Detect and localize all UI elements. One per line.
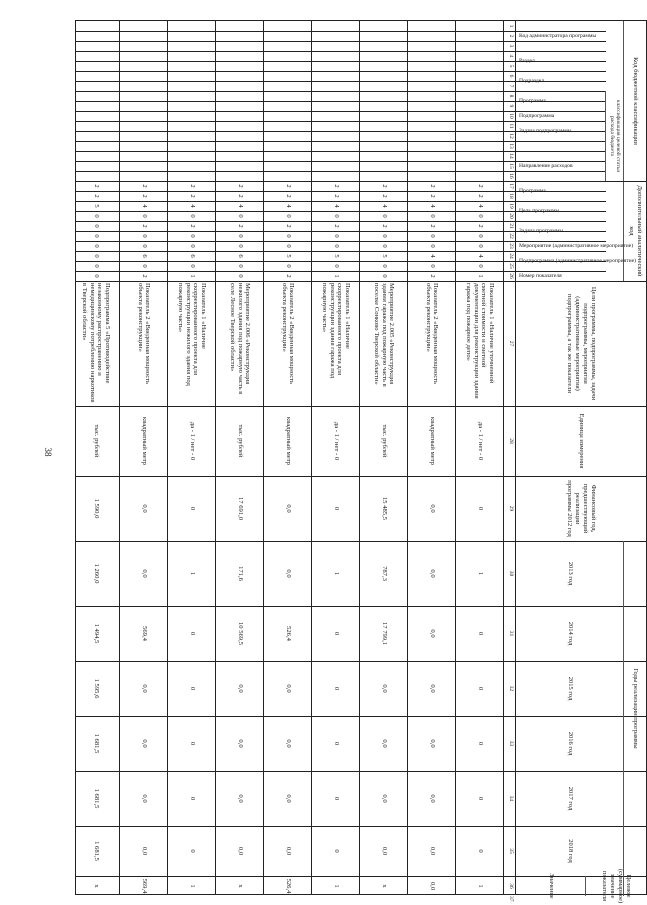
row-total-value: х bbox=[236, 884, 244, 888]
code-cell: 0 bbox=[332, 234, 340, 238]
column-number: 31 bbox=[508, 630, 514, 637]
row-total-value: х bbox=[92, 884, 100, 888]
row-unit: квадратный метр bbox=[428, 417, 436, 465]
row-name: Показатель 2 «Введенная мощность объекта реконструкции» bbox=[281, 283, 296, 385]
column-number: 2 bbox=[508, 34, 514, 38]
row-total-value: 0,0 bbox=[428, 881, 436, 891]
header-year-5: 2017 год bbox=[567, 786, 574, 811]
row-total-value: 526,4 bbox=[284, 878, 292, 894]
row-prev-year-value: 15 485,5 bbox=[380, 496, 388, 521]
column-divider bbox=[76, 121, 606, 122]
header-a-indicator: Номер показателя bbox=[519, 273, 562, 279]
code-cell: 1 bbox=[476, 274, 484, 278]
header-direction: Направление расходов bbox=[519, 163, 573, 169]
code-cell: 2 bbox=[380, 194, 388, 198]
row-year-value: 0,0 bbox=[284, 794, 292, 803]
row-year-value: 0 bbox=[332, 686, 340, 691]
row-year-value: 0 bbox=[476, 796, 484, 801]
row-year-value: 0 bbox=[332, 796, 340, 801]
header-divider bbox=[605, 91, 606, 181]
row-year-value: 0,0 bbox=[284, 846, 292, 856]
code-cell: 5 bbox=[284, 254, 292, 258]
column-number: 35 bbox=[508, 848, 514, 854]
header-section: Раздел bbox=[519, 58, 535, 64]
code-cell: 2 bbox=[236, 194, 244, 198]
row-name: Показатель 1 «Наличие скорректированного проекта для реконструкции здания гаража под пожарную часть» bbox=[321, 283, 351, 379]
row-year-value: 0,0 bbox=[380, 739, 388, 748]
row-prev-year-value: 0,0 bbox=[428, 504, 436, 513]
row-year-value: 0,0 bbox=[428, 794, 436, 803]
column-number: 34 bbox=[508, 795, 514, 802]
code-cell: 2 bbox=[236, 184, 244, 188]
column-number: 11 bbox=[508, 123, 514, 129]
column-number: 36 bbox=[508, 883, 514, 889]
code-cell: 0 bbox=[284, 214, 292, 218]
code-cell: 0 bbox=[428, 264, 436, 268]
code-cell: 4 bbox=[284, 204, 292, 208]
row-total-value: 569,4 bbox=[140, 878, 148, 894]
column-number: 5 bbox=[508, 64, 514, 68]
column-divider bbox=[76, 31, 606, 32]
code-cell: 0 bbox=[284, 264, 292, 268]
code-cell: 0 bbox=[236, 234, 244, 238]
row-year-value: 0,0 bbox=[380, 794, 388, 803]
row-year-value: 0 bbox=[476, 741, 484, 746]
row-year-value: 1 681,5 bbox=[92, 841, 100, 861]
code-cell: 0 bbox=[140, 244, 148, 248]
header-year-6: 2018 год bbox=[567, 839, 574, 863]
row-name: Показатель 2 «Введенная мощность объекта реконструкции» bbox=[137, 283, 152, 385]
code-cell: 0 bbox=[332, 244, 340, 248]
header-admin-code: Код администратора программы bbox=[519, 33, 597, 39]
row-year-value: 0,0 bbox=[428, 684, 436, 693]
column-number: 37 bbox=[508, 896, 514, 902]
row-unit: квадратный метр bbox=[284, 417, 292, 465]
column-number: 17 bbox=[508, 183, 514, 189]
row-name: Подпрограмма 5 «Противодействие незаконному распространению и немедицинскому потреблению наркотиков в Тверской области» bbox=[81, 283, 111, 403]
row-year-value: 0,0 bbox=[284, 569, 292, 578]
row-year-value: 1 bbox=[188, 571, 196, 576]
column-number: 6 bbox=[508, 74, 514, 78]
row-year-value: 1 681,5 bbox=[92, 733, 100, 754]
row-year-value: 1 681,5 bbox=[92, 788, 100, 809]
column-number: 29 bbox=[508, 505, 514, 512]
row-year-value: 0,0 bbox=[428, 846, 436, 856]
column-number: 30 bbox=[508, 570, 514, 577]
header-extra-code: Дополнительный аналитический код bbox=[628, 185, 643, 277]
code-cell: 0 bbox=[380, 234, 388, 238]
row-total-value: 1 bbox=[332, 884, 340, 888]
code-cell: 0 bbox=[236, 214, 244, 218]
header-prev-year: Финансовый год, предшествующий реализации программы 2012 год bbox=[566, 480, 597, 537]
code-cell: 4 bbox=[332, 204, 340, 208]
column-number: 24 bbox=[508, 253, 514, 259]
row-year-value: 0,0 bbox=[284, 684, 292, 693]
column-number: 28 bbox=[508, 438, 514, 444]
code-cell: 0 bbox=[380, 274, 388, 278]
code-cell: 4 bbox=[476, 204, 484, 208]
code-cell: 2 bbox=[332, 194, 340, 198]
code-cell: 0 bbox=[380, 264, 388, 268]
row-name: Мероприятие 2.005 «Реконструкция здания гаража под пожарную часть в поселке Сонково Тверской области» bbox=[373, 283, 396, 387]
row-prev-year-value: 17 691,0 bbox=[236, 496, 244, 521]
program-indicators-table bbox=[75, 20, 647, 904]
code-cell: 0 bbox=[92, 244, 100, 248]
column-number: 12 bbox=[508, 133, 514, 139]
column-number: 1 bbox=[508, 24, 514, 28]
code-cell: 4 bbox=[476, 254, 484, 258]
row-year-value: 171,6 bbox=[236, 566, 244, 581]
column-number: 14 bbox=[508, 153, 514, 159]
code-cell: 4 bbox=[428, 254, 436, 258]
header-task: Задача подпрограммы bbox=[519, 128, 572, 134]
code-cell: 0 bbox=[476, 214, 484, 218]
code-cell: 6 bbox=[140, 254, 148, 258]
code-cell: 4 bbox=[236, 204, 244, 208]
code-cell: 2 bbox=[140, 274, 148, 278]
row-year-value: 0 bbox=[188, 796, 196, 801]
code-cell: 2 bbox=[428, 274, 436, 278]
code-cell: 0 bbox=[428, 234, 436, 238]
column-number: 9 bbox=[508, 104, 514, 108]
column-divider bbox=[76, 51, 606, 52]
column-number: 20 bbox=[508, 213, 514, 219]
row-unit: да - 1 / нет - 0 bbox=[188, 421, 196, 461]
row-year-value: 0,0 bbox=[380, 684, 388, 693]
column-divider bbox=[76, 111, 606, 112]
header-subprogram: Подпрограмма bbox=[519, 113, 555, 119]
row-year-value: 1 595,6 bbox=[92, 678, 100, 699]
code-cell: 2 bbox=[476, 224, 484, 228]
row-year-value: 10 569,5 bbox=[236, 621, 244, 646]
header-year-4: 2016 год bbox=[567, 731, 574, 756]
code-cell: 0 bbox=[92, 234, 100, 238]
code-cell: 2 bbox=[92, 194, 100, 198]
row-year-value: 1 bbox=[332, 571, 340, 576]
column-number: 8 bbox=[508, 94, 514, 98]
code-cell: 0 bbox=[380, 214, 388, 218]
code-cell: 2 bbox=[428, 184, 436, 188]
column-divider bbox=[76, 171, 606, 172]
row-unit: квадратный метр bbox=[140, 417, 148, 465]
column-divider bbox=[76, 161, 606, 162]
code-cell: 2 bbox=[284, 274, 292, 278]
code-cell: 0 bbox=[332, 264, 340, 268]
column-number: 27 bbox=[508, 340, 514, 347]
code-cell: 0 bbox=[428, 244, 436, 248]
row-year-value: 0,0 bbox=[428, 629, 436, 638]
code-cell: 0 bbox=[92, 224, 100, 228]
row-year-value: 569,4 bbox=[140, 626, 148, 641]
row-year-value: 0 bbox=[332, 849, 340, 853]
column-number: 23 bbox=[508, 243, 514, 249]
column-number: 15 bbox=[508, 163, 514, 169]
code-cell: 2 bbox=[284, 224, 292, 228]
row-year-value: 0,0 bbox=[140, 846, 148, 856]
code-cell: 0 bbox=[476, 234, 484, 238]
code-cell: 1 bbox=[188, 274, 196, 278]
row-unit: тыс. рублей bbox=[92, 424, 100, 458]
code-cell: 0 bbox=[380, 244, 388, 248]
row-prev-year-value: 0,0 bbox=[140, 504, 148, 513]
code-cell: 0 bbox=[92, 214, 100, 218]
header-a-subprogram: Подпрограмма (административное мероприятие) bbox=[519, 258, 637, 264]
code-cell: 2 bbox=[140, 224, 148, 228]
row-name: Показатель 1 «Наличие уточненной сметной стоимости и сметной документации для реконструкции здания гаража под пожарное депо» bbox=[465, 283, 495, 399]
column-divider bbox=[76, 71, 606, 72]
column-divider bbox=[76, 41, 606, 42]
row-year-value: 526,4 bbox=[284, 626, 292, 641]
code-cell: 2 bbox=[284, 184, 292, 188]
code-cell: 2 bbox=[284, 194, 292, 198]
code-cell: 2 bbox=[236, 224, 244, 228]
row-year-value: 0,0 bbox=[428, 569, 436, 578]
column-number: 32 bbox=[508, 685, 514, 692]
column-number: 22 bbox=[508, 233, 514, 239]
row-year-value: 0,0 bbox=[140, 794, 148, 803]
code-cell: 0 bbox=[284, 244, 292, 248]
row-prev-year-value: 0 bbox=[476, 506, 484, 511]
column-number: 3 bbox=[508, 44, 514, 48]
header-year-1: 2013 год bbox=[567, 561, 574, 586]
row-year-value: 0 bbox=[476, 631, 484, 636]
column-divider bbox=[76, 151, 606, 152]
code-cell: 0 bbox=[236, 274, 244, 278]
code-cell: 0 bbox=[236, 244, 244, 248]
column-divider bbox=[76, 141, 606, 142]
header-value: Значение bbox=[548, 873, 555, 899]
column-number: 16 bbox=[508, 173, 514, 179]
row-year-value: 1 bbox=[476, 571, 484, 576]
code-cell: 0 bbox=[476, 264, 484, 268]
row-year-value: 17 799,1 bbox=[380, 621, 388, 646]
code-cell: 0 bbox=[332, 214, 340, 218]
code-cell: 0 bbox=[236, 264, 244, 268]
column-number: 19 bbox=[508, 203, 514, 209]
row-total-value: х bbox=[380, 884, 388, 888]
code-cell: 0 bbox=[188, 244, 196, 248]
header-program: Программа bbox=[519, 98, 546, 104]
code-cell: 1 bbox=[332, 274, 340, 278]
row-total-value: 1 bbox=[476, 884, 484, 888]
row-year-value: 0 bbox=[476, 849, 484, 853]
row-year-value: 0 bbox=[188, 741, 196, 746]
header-year-2: 2014 год bbox=[567, 621, 574, 646]
code-cell: 2 bbox=[140, 184, 148, 188]
code-cell: 2 bbox=[428, 194, 436, 198]
header-a-target: Цель программы bbox=[519, 208, 560, 214]
row-prev-year-value: 0,0 bbox=[284, 504, 292, 513]
code-cell: 0 bbox=[140, 214, 148, 218]
code-cell: 0 bbox=[476, 244, 484, 248]
column-number: 13 bbox=[508, 143, 514, 149]
row-year-value: 0,0 bbox=[140, 569, 148, 578]
column-number: 26 bbox=[508, 273, 514, 279]
row-year-value: 1 494,5 bbox=[92, 623, 100, 644]
column-divider bbox=[76, 91, 606, 92]
header-budget-classification: Код бюджетной классификации bbox=[632, 57, 639, 145]
code-cell: 0 bbox=[140, 264, 148, 268]
header-unit: Единица измерения bbox=[578, 413, 585, 469]
row-year-value: 0,0 bbox=[236, 794, 244, 803]
row-year-value: 0 bbox=[476, 686, 484, 691]
row-year-value: 0,0 bbox=[236, 739, 244, 748]
row-name: Показатель 1 «Наличие скорректированного проекта для реконструкции нежилого здания под пожарную часть» bbox=[177, 283, 207, 386]
code-cell: 0 bbox=[140, 234, 148, 238]
row-total-value: 1 bbox=[188, 884, 196, 888]
row-name: Мероприятие 2.006 «Реконструкция нежилого здания под пожарную часть в селе Лесное Тверской области» bbox=[229, 283, 252, 395]
row-year-value: 0 bbox=[332, 741, 340, 746]
code-cell: 2 bbox=[332, 184, 340, 188]
header-a-task: Задача программы bbox=[519, 228, 564, 234]
code-cell: 2 bbox=[380, 184, 388, 188]
column-number: 10 bbox=[508, 113, 514, 119]
code-cell: 2 bbox=[140, 194, 148, 198]
row-prev-year-value: 0 bbox=[188, 506, 196, 511]
row-unit: тыс. рублей bbox=[236, 424, 244, 458]
header-years-group: Годы реализации программы bbox=[632, 668, 639, 749]
row-year-value: 0,0 bbox=[140, 684, 148, 693]
code-cell: 5 bbox=[380, 254, 388, 258]
row-year-value: 0,0 bbox=[284, 739, 292, 748]
code-cell: 2 bbox=[92, 184, 100, 188]
row-unit: да - 1 / нет - 0 bbox=[476, 421, 484, 461]
row-year-value: 0 bbox=[188, 686, 196, 691]
code-cell: 0 bbox=[188, 264, 196, 268]
code-cell: 2 bbox=[332, 224, 340, 228]
row-unit: тыс. рублей bbox=[380, 424, 388, 458]
code-cell: 2 bbox=[380, 224, 388, 228]
code-cell: 2 bbox=[188, 194, 196, 198]
code-cell: 4 bbox=[140, 204, 148, 208]
row-year-value: 0,0 bbox=[236, 684, 244, 693]
row-year-value: 0,0 bbox=[428, 739, 436, 748]
code-cell: 2 bbox=[428, 224, 436, 228]
code-cell: 4 bbox=[380, 204, 388, 208]
code-cell: 5 bbox=[332, 254, 340, 258]
header-subsection: Подраздел bbox=[519, 78, 545, 84]
code-cell: 2 bbox=[188, 224, 196, 228]
code-cell: 2 bbox=[476, 184, 484, 188]
header-target-article: классификация целевой статьи расхода бюджета bbox=[609, 99, 621, 173]
code-cell: 0 bbox=[428, 214, 436, 218]
column-number: 4 bbox=[508, 54, 514, 58]
code-cell: 0 bbox=[188, 234, 196, 238]
column-number: 7 bbox=[508, 84, 514, 88]
column-number: 21 bbox=[508, 223, 514, 229]
code-cell: 0 bbox=[92, 274, 100, 278]
header-goals: Цели программы, подпрограммы, задачи подпрограммы, мероприятия (административные мероприятия) подпрограммы, а так же показатели bbox=[566, 286, 597, 401]
code-cell: 2 bbox=[476, 194, 484, 198]
row-year-value: 0,0 bbox=[380, 846, 388, 856]
column-number: 25 bbox=[508, 263, 514, 269]
code-cell: 0 bbox=[188, 214, 196, 218]
header-a-event: Мероприятие (административное мероприятие) bbox=[519, 243, 634, 249]
rotated-table-sheet bbox=[75, 20, 647, 904]
row-name: Показатель 2 «Введенная мощность объекта реконструкции» bbox=[425, 283, 440, 385]
code-cell: 0 bbox=[92, 264, 100, 268]
row-year-value: 1 260,0 bbox=[92, 563, 100, 584]
row-year-value: 0,0 bbox=[236, 846, 244, 856]
column-number: 33 bbox=[508, 740, 514, 747]
code-cell: 6 bbox=[236, 254, 244, 258]
code-cell: 6 bbox=[188, 254, 196, 258]
code-cell: 4 bbox=[188, 204, 196, 208]
column-number: 18 bbox=[508, 193, 514, 199]
row-unit: да - 1 / нет - 0 bbox=[332, 421, 340, 461]
code-cell: 0 bbox=[284, 234, 292, 238]
row-prev-year-value: 0 bbox=[332, 506, 340, 511]
code-cell: 2 bbox=[188, 184, 196, 188]
code-cell: 5 bbox=[92, 204, 100, 208]
header-a-program: Программа bbox=[519, 188, 546, 194]
code-cell: 4 bbox=[428, 204, 436, 208]
row-year-value: 0,0 bbox=[140, 739, 148, 748]
page-number: 38 bbox=[43, 447, 53, 457]
header-target-group: Целевое (суммарное) значение показателя bbox=[601, 868, 632, 904]
row-year-value: 787,3 bbox=[380, 566, 388, 581]
code-cell: 0 bbox=[92, 254, 100, 258]
row-prev-year-value: 1 590,0 bbox=[92, 498, 100, 519]
row-year-value: 0 bbox=[188, 631, 196, 636]
row-year-value: 0 bbox=[332, 631, 340, 636]
header-year-3: 2015 год bbox=[567, 676, 574, 701]
row-year-value: 0 bbox=[188, 849, 196, 853]
